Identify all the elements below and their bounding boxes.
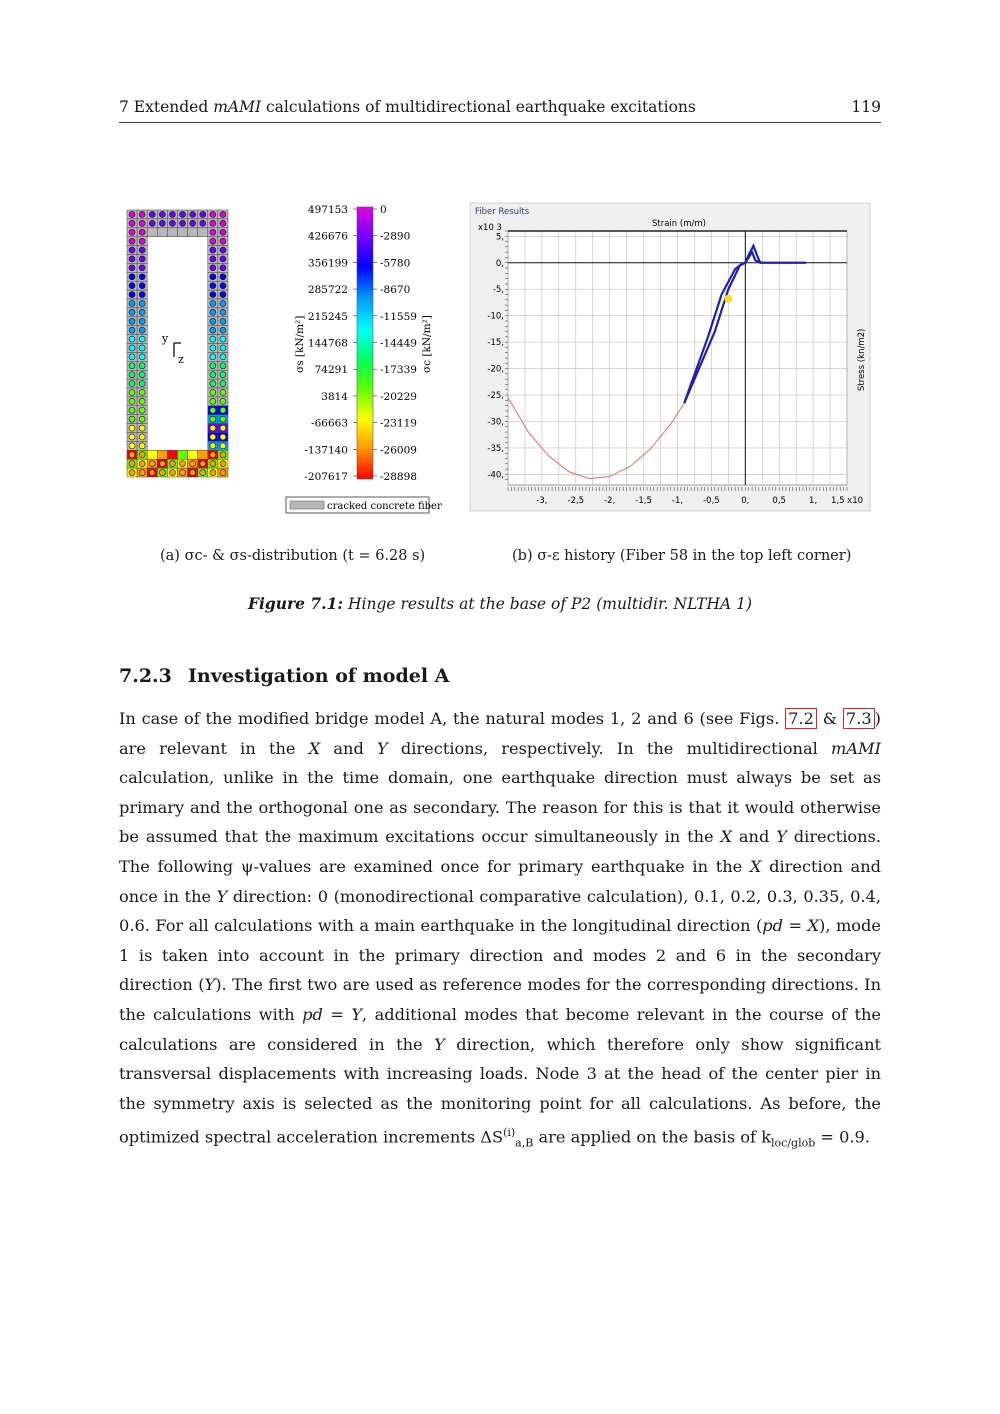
rebar [210, 292, 216, 298]
body-paragraph: In case of the modified bridge model A, the natural modes 1, 2 and 6 (see Figs. 7.2 & 7.3 ) are relevant in the X and Y directions, respectively. In the multidirectional mAMI calculation, unlike in the time domain, one earthquake direction must always be set as primary and the orthogonal one as secondary. The reason for this is that it would otherwise be assumed that the maximum excitations occur simultaneously in the X and Y directions. The following ψ-values are examined once for primary earthquake in the X direction and once in the Y direction: 0 (monodirectional comparative calculation), 0.1, 0.2, 0.3, 0.35, 0.4, 0.6. For all calculations with a main earthquake in the longitudinal direction (pd = X), mode 1 is taken into account in the primary direction and modes 2 and 6 in the secondary direction (Y). The first two are used as reference modes for the corresponding directions. In the calculations with pd = Y, additional modes that become relevant in the course of the calculations are considered in the Y direction, which therefore only show significant transversal displacements with increasing loads. Node 3 at the head of the center pier in the symmetry axis is selected as the monitoring point for all calculations. As before, the optimized spectral acceleration increments $\Delta S^{(i)}_{a,B}$ are applied on the basis of $k_{loc/glob} = 0.9$. [119, 709, 882, 1150]
rebar [220, 381, 226, 387]
axis-z-label: z [178, 353, 184, 366]
legend-cracked-concrete: cracked concrete fiber [327, 501, 442, 512]
sigma-c-label: σc [kN/m²] [421, 315, 433, 373]
sigma-c-tick: -14449 [380, 337, 417, 350]
sigma-c-tick: -23119 [380, 417, 417, 430]
rebar [220, 274, 226, 280]
rebar [220, 229, 226, 235]
rebar [210, 372, 216, 378]
y-tick-label: -30, [487, 417, 504, 428]
section-cell [147, 228, 157, 237]
section-cell [188, 450, 198, 459]
rebar [129, 309, 135, 315]
rebar [210, 256, 216, 262]
rebar [210, 238, 216, 244]
rebar [200, 461, 206, 467]
sigma-c-tick: -26009 [380, 444, 417, 457]
section-cell [178, 228, 188, 237]
rebar [129, 300, 135, 306]
x-tick-label: 0, [741, 496, 750, 506]
rebar [210, 398, 216, 404]
figure-ref-7-3[interactable]: 7.3 [843, 708, 875, 729]
rebar [139, 265, 145, 271]
colorbar [286, 204, 442, 513]
rebar [129, 283, 135, 289]
rebar [210, 407, 216, 413]
rebar [139, 300, 145, 306]
chapter-title: 7 Extended mAMI calculations of multidirectional earthquake excitations [119, 98, 696, 116]
sigma-c-tick: 0 [380, 204, 387, 216]
rebar [210, 220, 216, 226]
rebar [210, 318, 216, 324]
rebar [169, 220, 175, 226]
rebar [139, 416, 145, 422]
rebar [139, 443, 145, 449]
rebar [139, 274, 145, 280]
rebar [129, 363, 135, 369]
rebar [210, 265, 216, 271]
rebar [210, 443, 216, 449]
rebar [190, 220, 196, 226]
x-tick-label: -2,5 [567, 496, 585, 506]
rebar [139, 470, 145, 476]
x-tick-label: 1, [809, 496, 818, 506]
rebar [129, 389, 135, 395]
rebar [129, 407, 135, 413]
section-cell [178, 450, 188, 459]
sigma-s-tick: 356199 [307, 257, 348, 270]
rebar [210, 452, 216, 458]
rebar [180, 470, 186, 476]
rebar [210, 327, 216, 333]
y-tick-label: -40, [487, 470, 504, 481]
rebar [149, 470, 155, 476]
rebar [149, 211, 155, 217]
rebar [139, 247, 145, 253]
sigma-c-tick: -11559 [380, 310, 417, 323]
y-tick-label: -20, [487, 364, 504, 375]
rebar [210, 381, 216, 387]
sigma-c-tick: -5780 [380, 257, 411, 270]
rebar [139, 318, 145, 324]
chart-title: Strain (m/m) [652, 219, 706, 229]
sigma-c-tick: -20229 [380, 390, 417, 403]
section-cell [188, 228, 198, 237]
rebar [190, 470, 196, 476]
rebar [220, 309, 226, 315]
rebar [169, 461, 175, 467]
section-number: 7.2.3 [119, 665, 172, 687]
rebar [210, 416, 216, 422]
rebar [139, 381, 145, 387]
sigma-s-tick: -66663 [311, 417, 348, 430]
rebar [210, 389, 216, 395]
rebar [220, 220, 226, 226]
rebar [220, 247, 226, 253]
rebar [159, 470, 165, 476]
sigma-s-tick: 285722 [307, 284, 348, 297]
rebar [220, 238, 226, 244]
rebar [220, 211, 226, 217]
rebar [129, 274, 135, 280]
y-tick-label: -5, [492, 285, 504, 296]
rebar [220, 416, 226, 422]
rebar [139, 220, 145, 226]
section-cell [167, 450, 177, 459]
y-scale-label: x10 3 [478, 223, 502, 233]
figure-label: Figure 7.1: [247, 594, 344, 613]
x-tick-label: -1, [671, 496, 684, 506]
x-tick-label: 0,5 [772, 496, 786, 506]
section-cell [167, 228, 177, 237]
rebar [159, 220, 165, 226]
rebar [129, 470, 135, 476]
figure-7-1 [119, 195, 881, 525]
y-tick-label: -10, [487, 311, 504, 322]
section-cell [198, 228, 208, 237]
rebar [220, 283, 226, 289]
section-cell [157, 450, 167, 459]
sigma-c-tick: -8670 [380, 284, 411, 297]
sigma-s-tick: 426676 [307, 230, 348, 243]
rebar [129, 211, 135, 217]
rebar [220, 434, 226, 440]
rebar [149, 220, 155, 226]
y-tick-label: 0, [495, 258, 504, 269]
rebar [200, 211, 206, 217]
y-tick-label: -35, [487, 443, 504, 454]
rebar [129, 416, 135, 422]
rebar [220, 398, 226, 404]
rebar [139, 461, 145, 467]
rebar [129, 229, 135, 235]
rebar [129, 336, 135, 342]
section-heading [119, 665, 449, 687]
rebar [139, 211, 145, 217]
rebar [139, 407, 145, 413]
sigma-s-tick: 497153 [307, 204, 348, 216]
rebar [220, 354, 226, 360]
rebar [220, 327, 226, 333]
rebar [129, 345, 135, 351]
running-header [119, 98, 881, 123]
rebar [180, 211, 186, 217]
sigma-s-tick: -207617 [304, 471, 348, 483]
rebar [210, 211, 216, 217]
caption-b: (b) σ-ε history (Fiber 58 in the top left corner) [512, 548, 852, 564]
rebar [220, 256, 226, 262]
rebar [139, 425, 145, 431]
rebar [180, 220, 186, 226]
figure-ref-7-2[interactable]: 7.2 [785, 708, 817, 729]
rebar [210, 336, 216, 342]
rebar [129, 256, 135, 262]
rebar [129, 452, 135, 458]
rebar [210, 309, 216, 315]
rebar [139, 238, 145, 244]
rebar [129, 434, 135, 440]
rebar [139, 229, 145, 235]
rebar [169, 470, 175, 476]
rebar [139, 398, 145, 404]
rebar [129, 443, 135, 449]
rebar [139, 336, 145, 342]
rebar [159, 461, 165, 467]
chart-panel-title: Fiber Results [475, 207, 530, 217]
rebar [129, 247, 135, 253]
rebar [210, 274, 216, 280]
figure-caption-text: Hinge results at the base of P2 (multidir. NLTHA 1) [343, 595, 753, 613]
rebar [139, 452, 145, 458]
rebar [190, 461, 196, 467]
current-point-marker [724, 295, 732, 303]
rebar [210, 434, 216, 440]
rebar [129, 220, 135, 226]
rebar [210, 300, 216, 306]
rebar [139, 345, 145, 351]
rebar [210, 229, 216, 235]
rebar [129, 265, 135, 271]
rebar [220, 461, 226, 467]
rebar [220, 470, 226, 476]
rebar [220, 336, 226, 342]
sigma-s-tick: 215245 [307, 310, 348, 323]
rebar [149, 461, 155, 467]
sigma-s-tick: 144768 [307, 337, 348, 350]
rebar [220, 425, 226, 431]
sigma-s-tick: -137140 [304, 444, 348, 457]
rebar [220, 452, 226, 458]
rebar [190, 211, 196, 217]
rebar [210, 345, 216, 351]
figure-caption [0, 594, 1000, 613]
x-tick-label: -1,5 [635, 496, 652, 506]
rebar [139, 354, 145, 360]
y-axis-label: Stress (kn/m2) [857, 328, 867, 391]
rebar [139, 363, 145, 369]
rebar [139, 434, 145, 440]
section-cell [157, 228, 167, 237]
rebar [220, 389, 226, 395]
rebar [220, 443, 226, 449]
rebar [139, 292, 145, 298]
rebar [210, 363, 216, 369]
sigma-s-tick: 3814 [321, 390, 348, 403]
rebar [139, 256, 145, 262]
rebar [129, 354, 135, 360]
fiber-results-chart [470, 203, 870, 511]
rebar [210, 247, 216, 253]
x-tick-label: 1,5 x10 [830, 496, 864, 506]
sigma-s-tick: 74291 [314, 364, 348, 377]
rebar [169, 211, 175, 217]
caption-a: (a) σc- & σs-distribution (t = 6.28 s) [160, 548, 426, 564]
sigma-s-label: σs [kN/m²] [294, 315, 306, 373]
y-tick-label: 5, [495, 232, 504, 243]
rebar [139, 309, 145, 315]
rebar [210, 283, 216, 289]
rebar [210, 461, 216, 467]
rebar [129, 461, 135, 467]
rebar [129, 398, 135, 404]
y-tick-label: -25, [487, 391, 504, 402]
rebar [220, 372, 226, 378]
sigma-c-tick: -28898 [380, 471, 417, 483]
rebar [129, 327, 135, 333]
rebar [139, 283, 145, 289]
rebar [139, 372, 145, 378]
rebar [139, 389, 145, 395]
rebar [210, 425, 216, 431]
rebar [129, 292, 135, 298]
rebar [220, 345, 226, 351]
section-title: Investigation of model A [188, 665, 450, 687]
rebar [200, 220, 206, 226]
rebar [210, 470, 216, 476]
section-axes [161, 332, 184, 366]
section-cell [198, 450, 208, 459]
rebar [129, 381, 135, 387]
rebar [180, 461, 186, 467]
rebar [129, 425, 135, 431]
rebar [129, 318, 135, 324]
rebar [129, 238, 135, 244]
rebar [159, 211, 165, 217]
rebar [200, 470, 206, 476]
rebar [139, 327, 145, 333]
section-cell [147, 450, 157, 459]
axis-y-label: y [162, 332, 169, 345]
x-tick-label: -2, [604, 496, 616, 506]
x-tick-label: -0,5 [703, 496, 720, 506]
rebar [129, 372, 135, 378]
rebar [220, 265, 226, 271]
rebar [220, 363, 226, 369]
page-number: 119 [851, 98, 881, 116]
y-tick-label: -15, [487, 338, 504, 349]
rebar [220, 300, 226, 306]
rebar [220, 407, 226, 413]
sigma-c-tick: -2890 [380, 230, 411, 243]
sigma-c-tick: -17339 [380, 364, 417, 377]
x-tick-label: -3, [536, 496, 548, 506]
rebar [220, 292, 226, 298]
rebar [210, 354, 216, 360]
rebar [220, 318, 226, 324]
